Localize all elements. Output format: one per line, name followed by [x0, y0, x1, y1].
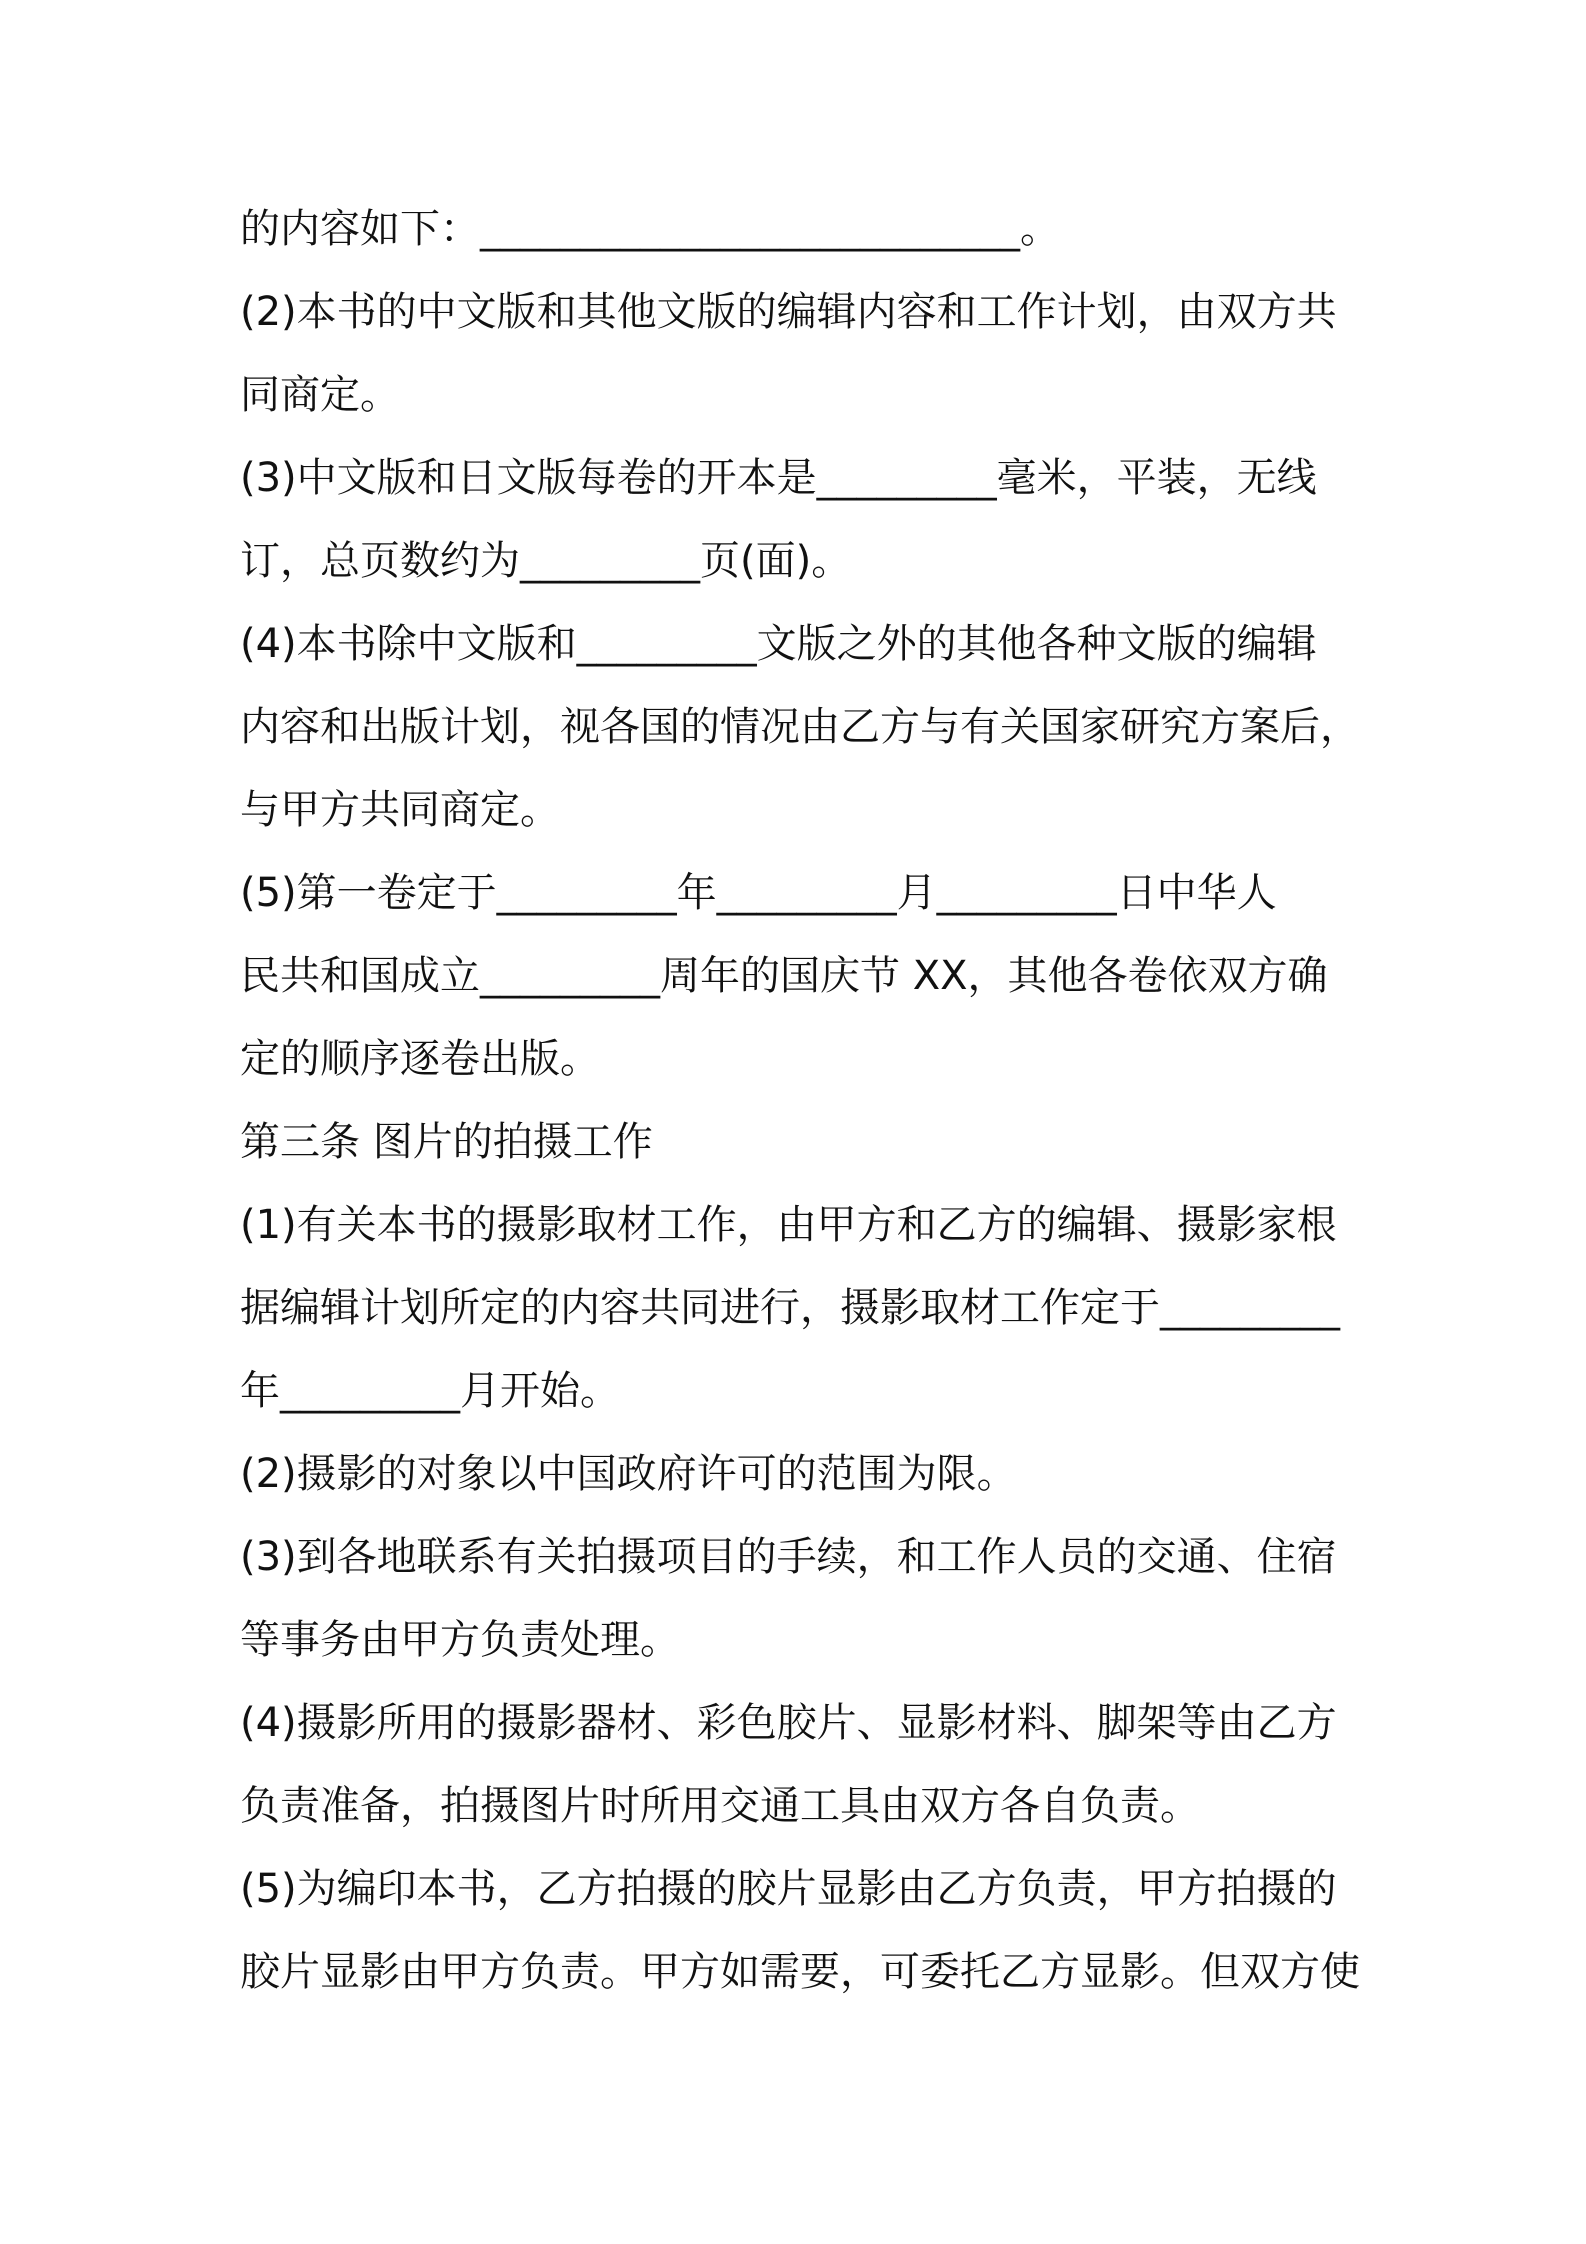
text-line-13: (1)有关本书的摄影取材工作，由甲方和乙方的编辑、摄影家根	[240, 1202, 1337, 1248]
text-line-18: 等事务由甲方负责处理。	[240, 1617, 680, 1663]
text-line-22: 胶片显影由甲方负责。甲方如需要，可委托乙方显影。但双方使	[240, 1949, 1360, 1995]
text-line-20: 负责准备，拍摄图片时所用交通工具由双方各自负责。	[240, 1783, 1200, 1829]
text-line-7: 内容和出版计划，视各国的情况由乙方与有关国家研究方案后，	[240, 704, 1360, 750]
text-line-19: (4)摄影所用的摄影器材、彩色胶片、显影材料、脚架等由乙方	[240, 1700, 1337, 1746]
text-line-10: 民共和国成立_________周年的国庆节 XX，其他各卷依双方确	[240, 953, 1328, 999]
text-line-11: 定的顺序逐卷出版。	[240, 1036, 600, 1082]
text-line-15: 年_________月开始。	[240, 1368, 620, 1414]
text-line-21: (5)为编印本书，乙方拍摄的胶片显影由乙方负责，甲方拍摄的	[240, 1866, 1337, 1912]
text-line-5: 订，总页数约为_________页(面)。	[240, 538, 852, 584]
text-line-9: (5)第一卷定于_________年_________月_________日中华人	[240, 870, 1277, 916]
text-line-1: 的内容如下：___________________________。	[240, 206, 1060, 252]
text-line-6: (4)本书除中文版和_________文版之外的其他各种文版的编辑	[240, 621, 1317, 667]
text-line-14: 据编辑计划所定的内容共同进行，摄影取材工作定于_________	[240, 1285, 1340, 1331]
text-line-2: (2)本书的中文版和其他文版的编辑内容和工作计划，由双方共	[240, 289, 1337, 335]
text-line-3: 同商定。	[240, 372, 400, 418]
text-line-4: (3)中文版和日文版每卷的开本是_________毫米，平装，无线	[240, 455, 1317, 501]
text-line-17: (3)到各地联系有关拍摄项目的手续，和工作人员的交通、住宿	[240, 1534, 1337, 1580]
section-heading: 第三条 图片的拍摄工作	[240, 1119, 653, 1165]
text-line-16: (2)摄影的对象以中国政府许可的范围为限。	[240, 1451, 1017, 1497]
text-line-8: 与甲方共同商定。	[240, 787, 560, 833]
